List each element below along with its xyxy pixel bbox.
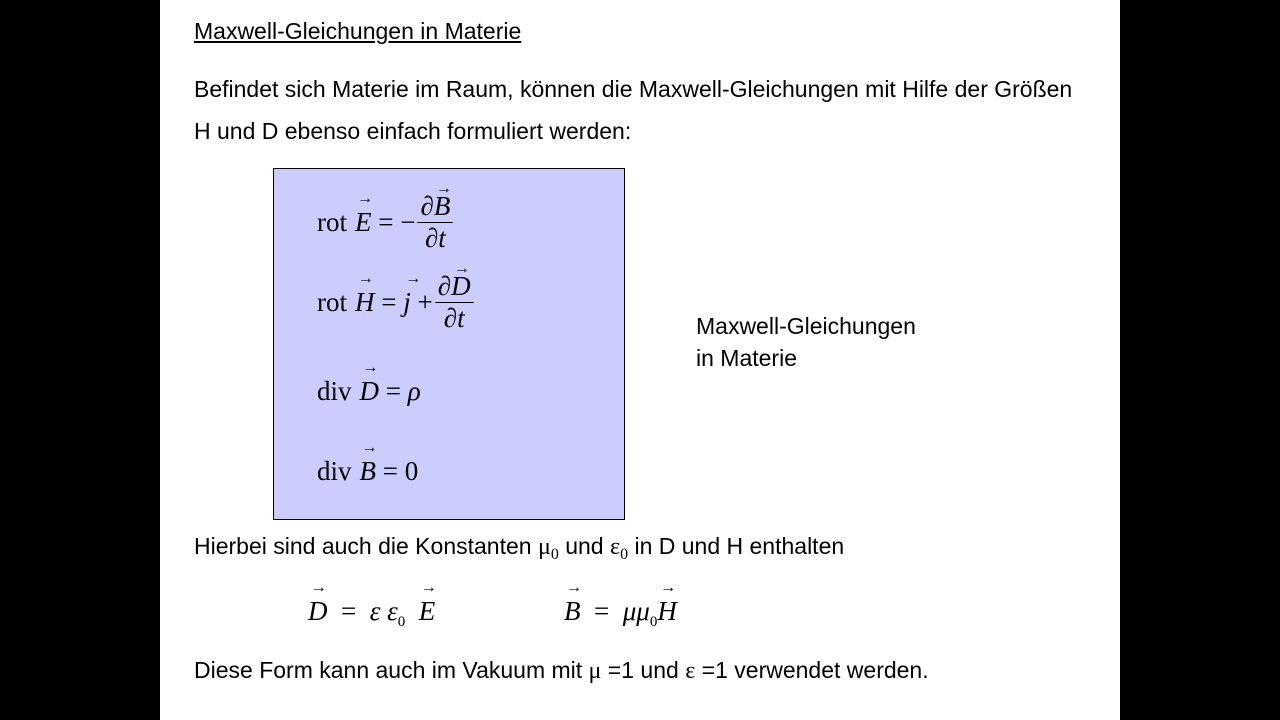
mu-mu-symbol: μμ	[622, 596, 650, 626]
vacuum-note-part1: Diese Form kann auch im Vakuum mit	[194, 657, 589, 683]
vacuum-note	[194, 657, 929, 685]
equation-div-d: div D → = ρ	[317, 376, 421, 407]
equals-sign: =	[594, 596, 610, 626]
fraction-dd-dt	[435, 271, 474, 333]
epsilon-symbol: ε	[609, 534, 621, 560]
denominator-dt: ∂t	[443, 303, 465, 333]
vector-b: B →	[360, 456, 377, 487]
rho-symbol: ρ	[407, 376, 421, 406]
equation-box	[273, 168, 625, 520]
vector-j: j →	[403, 287, 411, 318]
equation-rot-h: rot H → = j → + $\frac{\partial D \to}{\partial t}$	[317, 271, 476, 333]
side-label-line2: in Materie	[696, 345, 797, 371]
equation-rot-e: rot E → = − $\frac{\partial B \to}{\partial t}$	[317, 191, 455, 253]
operator-rot: rot	[317, 206, 347, 237]
vector-d: D →	[451, 271, 471, 301]
partial-symbol: ∂	[437, 271, 452, 301]
mu-symbol: μ	[537, 534, 551, 560]
mu-subscript: 0	[649, 614, 658, 630]
denominator-dt: ∂t	[424, 223, 446, 253]
zero-value: 0	[404, 456, 419, 486]
epsilon-symbol: ε	[369, 596, 381, 626]
equals-sign: =	[341, 596, 357, 626]
minus-sign: −	[400, 206, 416, 237]
vector-d: D →	[308, 596, 328, 627]
vector-h: H →	[657, 596, 677, 627]
intro-text: Befindet sich Materie im Raum, können die Maxwell-Gleichungen mit Hilfe der Größen H und D ebenso einfach formuliert werden:	[194, 76, 1073, 144]
equation-div-b: div B → = 0	[317, 456, 418, 487]
epsilon-subscript: 0	[620, 546, 629, 563]
vector-h: H →	[355, 287, 375, 318]
relation-b-h	[564, 596, 677, 631]
vacuum-note-part3: =1 verwendet werden.	[695, 657, 929, 683]
epsilon-subscript: 0	[397, 614, 406, 630]
vector-e: E →	[355, 207, 372, 238]
constants-text-part3: in D und H enthalten	[628, 533, 845, 559]
mu-subscript: 0	[550, 546, 559, 563]
epsilon-symbol: ε	[685, 658, 696, 684]
vector-b: B →	[434, 191, 451, 221]
vector-b: B →	[564, 596, 581, 627]
constants-text	[194, 533, 844, 564]
vacuum-note-part2: =1 und	[601, 657, 686, 683]
side-label	[696, 310, 916, 374]
operator-rot: rot	[317, 286, 347, 317]
mu-symbol: μ	[588, 658, 602, 684]
slide-title: Maxwell-Gleichungen in Materie	[194, 18, 522, 44]
vector-e: E →	[419, 596, 436, 627]
slide	[160, 0, 1120, 720]
plus-sign: +	[417, 286, 433, 317]
epsilon-symbol: ε	[387, 596, 398, 626]
operator-div: div	[317, 376, 352, 406]
fraction-db-dt	[417, 191, 453, 253]
operator-div: div	[317, 456, 352, 486]
constants-text-part2: und	[558, 533, 610, 559]
side-label-line1: Maxwell-Gleichungen	[696, 313, 916, 339]
relation-d-e	[308, 596, 435, 631]
vector-d: D →	[360, 376, 380, 407]
constants-text-part1: Hierbei sind auch die Konstanten	[194, 533, 538, 559]
partial-symbol: ∂	[420, 191, 434, 221]
